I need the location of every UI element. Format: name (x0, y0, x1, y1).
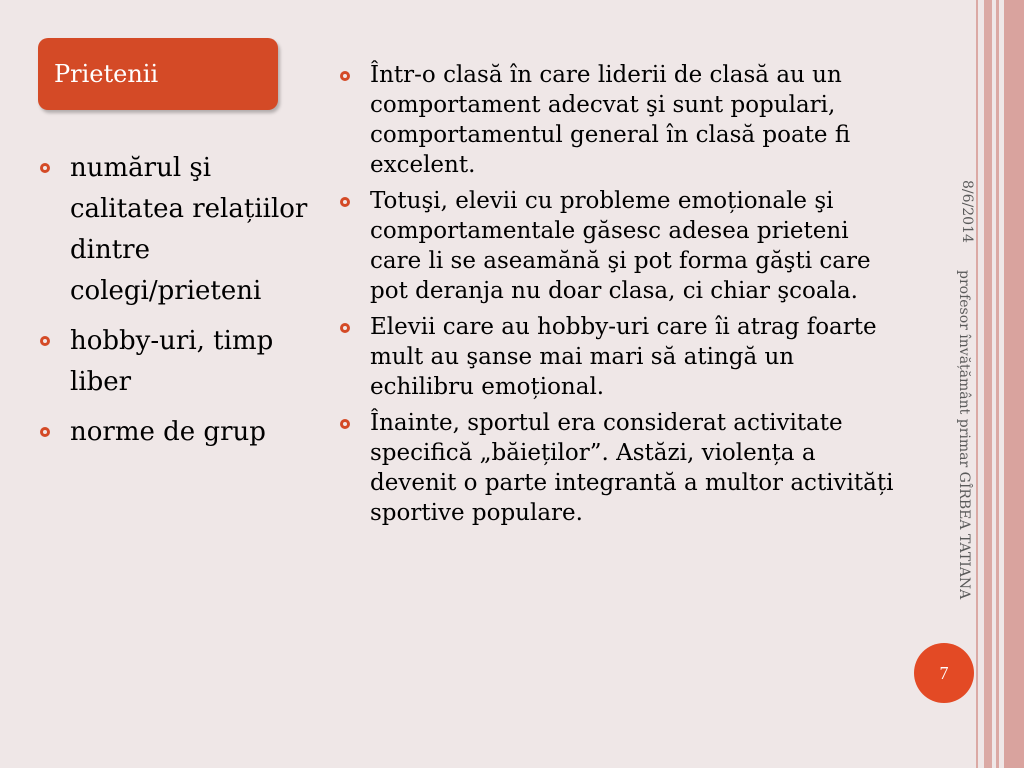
left-bullet-text: numărul şi calitatea relațiilor dintre colegi/prieteni (70, 153, 308, 306)
ring-bullet-icon (340, 323, 350, 333)
decorative-side-stripes (974, 0, 1024, 768)
left-bullet-text: hobby-uri, timp liber (70, 326, 274, 397)
right-bullet-text: Elevii care au hobby-uri care îi atrag foarte mult au şanse mai mari să atingă un echilibru emoțional. (370, 314, 877, 400)
left-bullet-list (40, 148, 310, 462)
ring-bullet-icon (340, 71, 350, 81)
right-bullet-text: Înainte, sportul era considerat activitate specifică „băieților”. Astăzi, violența a devenit o parte integrantă a multor activități sportive populare. (370, 410, 894, 526)
right-bullet-item (340, 408, 900, 528)
ring-bullet-icon (40, 427, 50, 437)
right-bullet-text: Totuşi, elevii cu probleme emoționale şi comportamentale găsesc adesea prieteni care li se aseamănă şi pot forma găşti care pot deranja nu doar clasa, ci chiar şcoala. (370, 188, 871, 304)
left-bullet-item (40, 412, 310, 453)
slide-title: Prietenii (54, 60, 159, 88)
ring-bullet-icon (40, 163, 50, 173)
right-bullet-item (340, 186, 900, 306)
right-bullet-item (340, 60, 900, 180)
slide-date: 8/6/2014 (959, 180, 975, 243)
slide-author: profesor învățământ primar GÎRBEA TATIANA (956, 270, 972, 600)
title-box (38, 38, 278, 110)
right-bullet-item (340, 312, 900, 402)
right-bullet-list (340, 60, 900, 534)
ring-bullet-icon (40, 336, 50, 346)
ring-bullet-icon (340, 197, 350, 207)
right-bullet-text: Într-o clasă în care liderii de clasă au un comportament adecvat şi sunt populari, comportamentul general în clasă poate fi excelent. (370, 62, 851, 178)
left-bullet-text: norme de grup (70, 417, 266, 447)
left-bullet-item (40, 148, 310, 312)
left-bullet-item (40, 321, 310, 403)
page-number-badge: 7 (914, 643, 974, 703)
ring-bullet-icon (340, 419, 350, 429)
